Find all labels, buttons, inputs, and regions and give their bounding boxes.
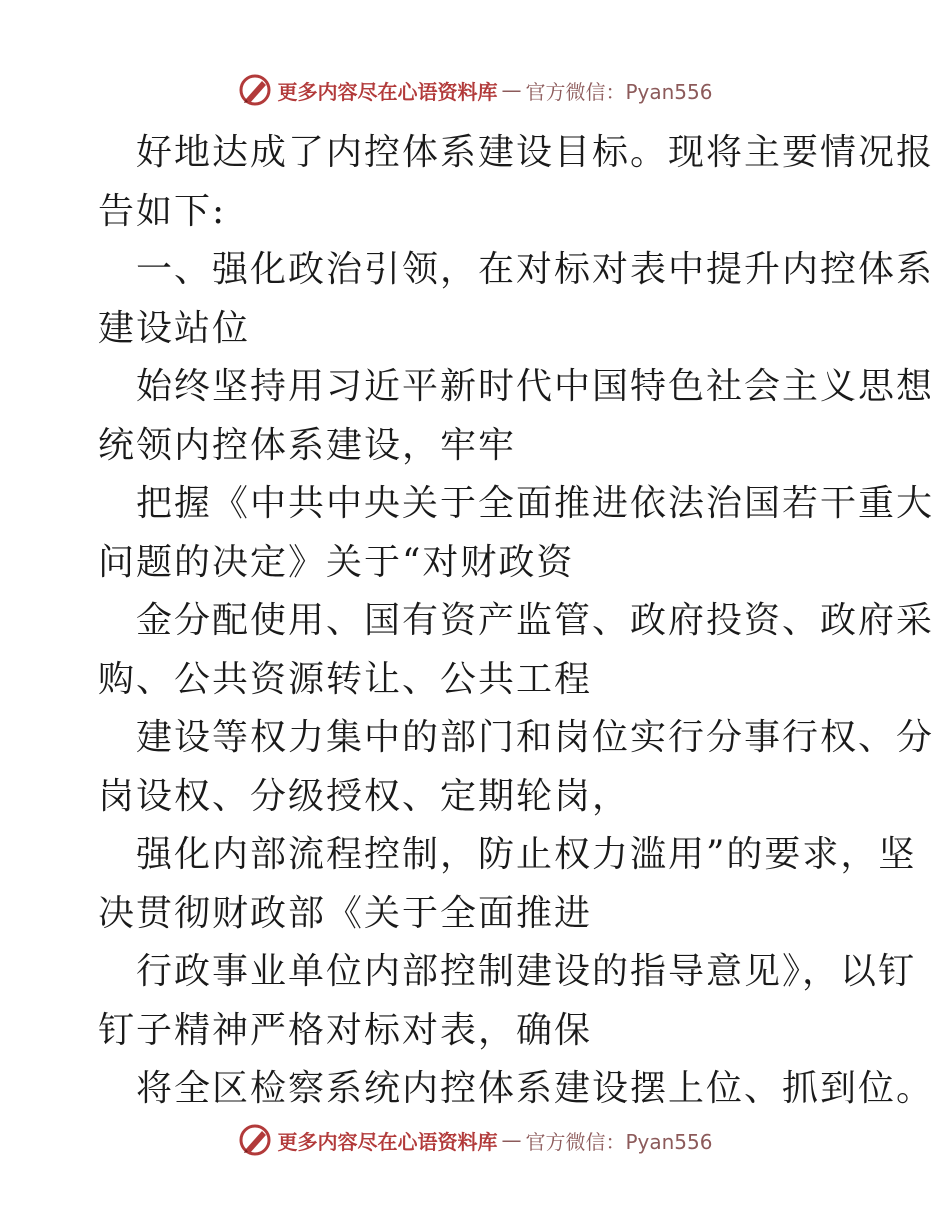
watermark-dash: — (501, 78, 522, 102)
section-heading-line: 建设站位 (98, 307, 251, 349)
text-line: 岗设权、分级授权、定期轮岗， (98, 775, 631, 817)
text-line: 行政事业单位内部控制建设的指导意见》，以钉 (136, 951, 917, 992)
text-line: 金分配使用、国有资产监管、政府投资、政府采 (136, 600, 935, 641)
text-line: 好地达成了内控体系建设目标。现将主要情况报 (136, 132, 935, 173)
document-body (98, 124, 935, 1119)
text-line: 告如下: (98, 190, 227, 232)
text-line: 强化内部流程控制，防止权力滥用”的要求，坚 (136, 834, 917, 875)
watermark-wechat-text: 官方微信：Pyan556 (525, 1129, 713, 1154)
pen-logo-icon (237, 72, 273, 108)
text-line: 决贯彻财政部《关于全面推进 (98, 892, 593, 934)
pen-logo-icon (237, 1122, 273, 1158)
text-line: 问题的决定》关于“对财政资 (98, 541, 575, 583)
text-line: 统领内控体系建设，牢牢 (98, 424, 517, 466)
text-line: 将全区检察系统内控体系建设摆上位、抓到位。 (136, 1068, 935, 1109)
text-line: 把握《中共中央关于全面推进依法治国若干重大 (136, 483, 935, 524)
text-line: 建设等权力集中的部门和岗位实行分事行权、分 (136, 717, 935, 758)
section-heading-line: 一、强化政治引领，在对标对表中提升内控体系 (136, 249, 935, 290)
watermark-site-text: 更多内容尽在心语资料库 (277, 79, 498, 104)
header-watermark (0, 70, 950, 110)
watermark-dash: — (501, 1128, 522, 1152)
watermark-site-text: 更多内容尽在心语资料库 (277, 1129, 498, 1154)
text-line: 购、公共资源转让、公共工程 (98, 658, 593, 700)
footer-watermark (0, 1120, 950, 1160)
text-line: 始终坚持用习近平新时代中国特色社会主义思想 (136, 366, 935, 407)
watermark-wechat-text: 官方微信：Pyan556 (525, 79, 713, 104)
text-line: 钉子精神严格对标对表，确保 (98, 1009, 593, 1051)
